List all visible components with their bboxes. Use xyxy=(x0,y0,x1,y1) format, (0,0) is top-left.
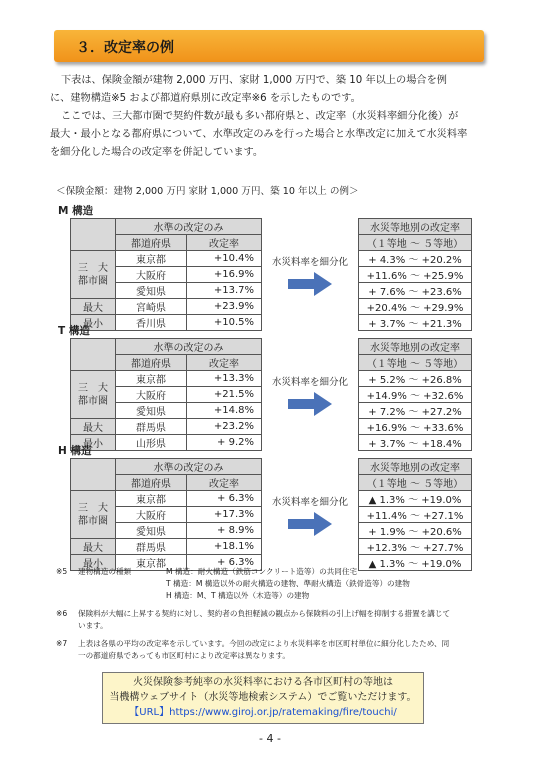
header-level-only: 水準の改定のみ xyxy=(116,339,262,355)
rate-cell: +14.8% xyxy=(187,403,262,419)
middle-label: 水災料率を細分化 xyxy=(271,496,348,508)
note-text: H 構造：M、T 構造以外（木造等）の建物 xyxy=(166,591,310,600)
range-cell: ▲ 1.3% ～ +19.0% xyxy=(359,555,472,571)
prefecture-cell: 大阪府 xyxy=(116,507,187,523)
prefecture-cell: 山形県 xyxy=(116,435,187,451)
url-link[interactable]: 【URL】https://www.giroj.or.jp/ratemaking/fire/touchi/ xyxy=(129,707,397,718)
header-flood-range: （１等地 ～ ５等地） xyxy=(359,355,472,371)
group-max: 最大 xyxy=(71,419,116,435)
header-level-only: 水準の改定のみ xyxy=(116,219,262,235)
range-cell: + 5.2% ～ +26.8% xyxy=(359,371,472,387)
range-cell: +11.6% ～ +25.9% xyxy=(359,267,472,283)
range-cell: +14.9% ～ +32.6% xyxy=(359,387,472,403)
rate-cell: + 9.2% xyxy=(187,435,262,451)
rate-cell: +13.7% xyxy=(187,283,262,299)
rate-cell: +10.4% xyxy=(187,251,262,267)
header-level-only: 水準の改定のみ xyxy=(116,459,262,475)
intro-paragraph xyxy=(50,72,495,162)
group-max: 最大 xyxy=(71,299,116,315)
rate-cell: +13.3% xyxy=(187,371,262,387)
range-cell: +12.3% ～ +27.7% xyxy=(359,539,472,555)
prefecture-cell: 愛知県 xyxy=(116,283,187,299)
info-line: 火災保険参考純率の水災料率における各市区町村の等地は xyxy=(133,677,393,688)
range-cell: + 7.6% ～ +23.6% xyxy=(359,283,472,299)
rate-table-m xyxy=(70,218,472,331)
range-cell: + 1.9% ～ +20.6% xyxy=(359,523,472,539)
note-mark: ※5 xyxy=(56,567,68,576)
intro-line: に、建物構造※5 および都道府県別に改定率※6 を示したものです。 xyxy=(50,93,361,104)
prefecture-cell: 東京都 xyxy=(116,371,187,387)
rate-cell: +16.9% xyxy=(187,267,262,283)
range-cell: +11.4% ～ +27.1% xyxy=(359,507,472,523)
range-cell: ▲ 1.3% ～ +19.0% xyxy=(359,491,472,507)
header-rate: 改定率 xyxy=(187,355,262,371)
middle-cell xyxy=(262,459,359,571)
prefecture-cell: 東京都 xyxy=(116,491,187,507)
rate-cell: +21.5% xyxy=(187,387,262,403)
group-metro: 三 大 都市圏 xyxy=(71,251,116,299)
prefecture-cell: 大阪府 xyxy=(116,267,187,283)
middle-cell xyxy=(262,339,359,451)
section-title: ３．改定率の例 xyxy=(76,40,174,56)
intro-line: 最大・最小となる都府県について、水準改定のみを行った場合と水準改定に加えて水災料率 xyxy=(50,129,468,140)
group-max: 最大 xyxy=(71,539,116,555)
right-arrow-icon xyxy=(288,392,332,416)
header-flood-title: 水災等地別の改定率 xyxy=(359,219,472,235)
rate-cell: +23.9% xyxy=(187,299,262,315)
info-box xyxy=(102,672,424,724)
rate-cell: +18.1% xyxy=(187,539,262,555)
range-cell: +16.9% ～ +33.6% xyxy=(359,419,472,435)
header-flood-range: （１等地 ～ ５等地） xyxy=(359,235,472,251)
range-cell: + 7.2% ～ +27.2% xyxy=(359,403,472,419)
note-text: M 構造：耐火構造（鉄筋コンクリート造等）の共同住宅 xyxy=(166,567,358,576)
rate-table-t xyxy=(70,338,472,451)
info-line: 当機構ウェブサイト（水災等地検索システム）でご覧いただけます。 xyxy=(109,692,417,703)
group-min: 最小 xyxy=(71,315,116,331)
structure-label: M 構造 xyxy=(58,205,94,217)
header-rate: 改定率 xyxy=(187,475,262,491)
header-flood-range: （１等地 ～ ５等地） xyxy=(359,475,472,491)
prefecture-cell: 愛知県 xyxy=(116,403,187,419)
note-title: 建物構造の種類 xyxy=(78,567,132,576)
prefecture-cell: 東京都 xyxy=(116,555,187,571)
note-text: T 構造：M 構造以外の耐火構造の建物、準耐火構造（鉄骨造等）の建物 xyxy=(166,579,410,588)
header-flood-title: 水災等地別の改定率 xyxy=(359,339,472,355)
rate-cell: + 6.3% xyxy=(187,555,262,571)
right-arrow-icon xyxy=(288,272,332,296)
group-metro: 三 大 都市圏 xyxy=(71,491,116,539)
intro-line: 下表は、保険金額が建物 2,000 万円、家財 1,000 万円で、築 10 年以上の場合を例 xyxy=(61,75,447,86)
group-min: 最小 xyxy=(71,555,116,571)
note-text: 一の都道府県であっても市区町村により改定率は異なります。 xyxy=(78,651,290,660)
footnotes xyxy=(56,566,496,662)
condition-note: ＜保険金額：建物 2,000 万円 家財 1,000 万円、築 10 年以上 の例＞ xyxy=(56,186,359,197)
rate-cell: + 8.9% xyxy=(187,523,262,539)
header-prefecture: 都道府県 xyxy=(116,475,187,491)
note-text: 上表は各県の平均の改定率を示しています。今回の改定により水災料率を市区町村単位に細分化したため、同 xyxy=(78,639,450,648)
rate-cell: +23.2% xyxy=(187,419,262,435)
right-arrow-icon xyxy=(288,512,332,536)
range-cell: +20.4% ～ +29.9% xyxy=(359,299,472,315)
middle-cell xyxy=(262,219,359,331)
group-metro: 三 大 都市圏 xyxy=(71,371,116,419)
prefecture-cell: 東京都 xyxy=(116,251,187,267)
rate-cell: + 6.3% xyxy=(187,491,262,507)
middle-label: 水災料率を細分化 xyxy=(271,376,348,388)
note-mark: ※7 xyxy=(56,639,68,648)
range-cell: + 4.3% ～ +20.2% xyxy=(359,251,472,267)
header-prefecture: 都道府県 xyxy=(116,355,187,371)
structure-label: T 構造 xyxy=(58,325,90,337)
prefecture-cell: 群馬県 xyxy=(116,419,187,435)
rate-cell: +17.3% xyxy=(187,507,262,523)
note-text: います。 xyxy=(78,621,108,630)
prefecture-cell: 香川県 xyxy=(116,315,187,331)
intro-line: を細分化した場合の改定率を併記しています。 xyxy=(50,147,264,158)
prefecture-cell: 愛知県 xyxy=(116,523,187,539)
range-cell: + 3.7% ～ +18.4% xyxy=(359,435,472,451)
intro-line: ここでは、三大都市圏で契約件数が最も多い都府県と、改定率（水災料率細分化後）が xyxy=(61,111,459,122)
prefecture-cell: 群馬県 xyxy=(116,539,187,555)
page-number: - 4 - xyxy=(259,732,281,745)
rate-table-h xyxy=(70,458,472,571)
range-cell: + 3.7% ～ +21.3% xyxy=(359,315,472,331)
header-prefecture: 都道府県 xyxy=(116,235,187,251)
rate-cell: +10.5% xyxy=(187,315,262,331)
note-text: 保険料が大幅に上昇する契約に対し、契約者の負担軽減の観点から保険料の引上げ幅を抑制する措置を講じて xyxy=(78,609,451,618)
prefecture-cell: 宮崎県 xyxy=(116,299,187,315)
section-header xyxy=(54,30,484,62)
header-flood-title: 水災等地別の改定率 xyxy=(359,459,472,475)
middle-label: 水災料率を細分化 xyxy=(271,256,348,268)
header-rate: 改定率 xyxy=(187,235,262,251)
note-mark: ※6 xyxy=(56,609,68,618)
structure-label: H 構造 xyxy=(58,445,92,457)
group-min: 最小 xyxy=(71,435,116,451)
prefecture-cell: 大阪府 xyxy=(116,387,187,403)
